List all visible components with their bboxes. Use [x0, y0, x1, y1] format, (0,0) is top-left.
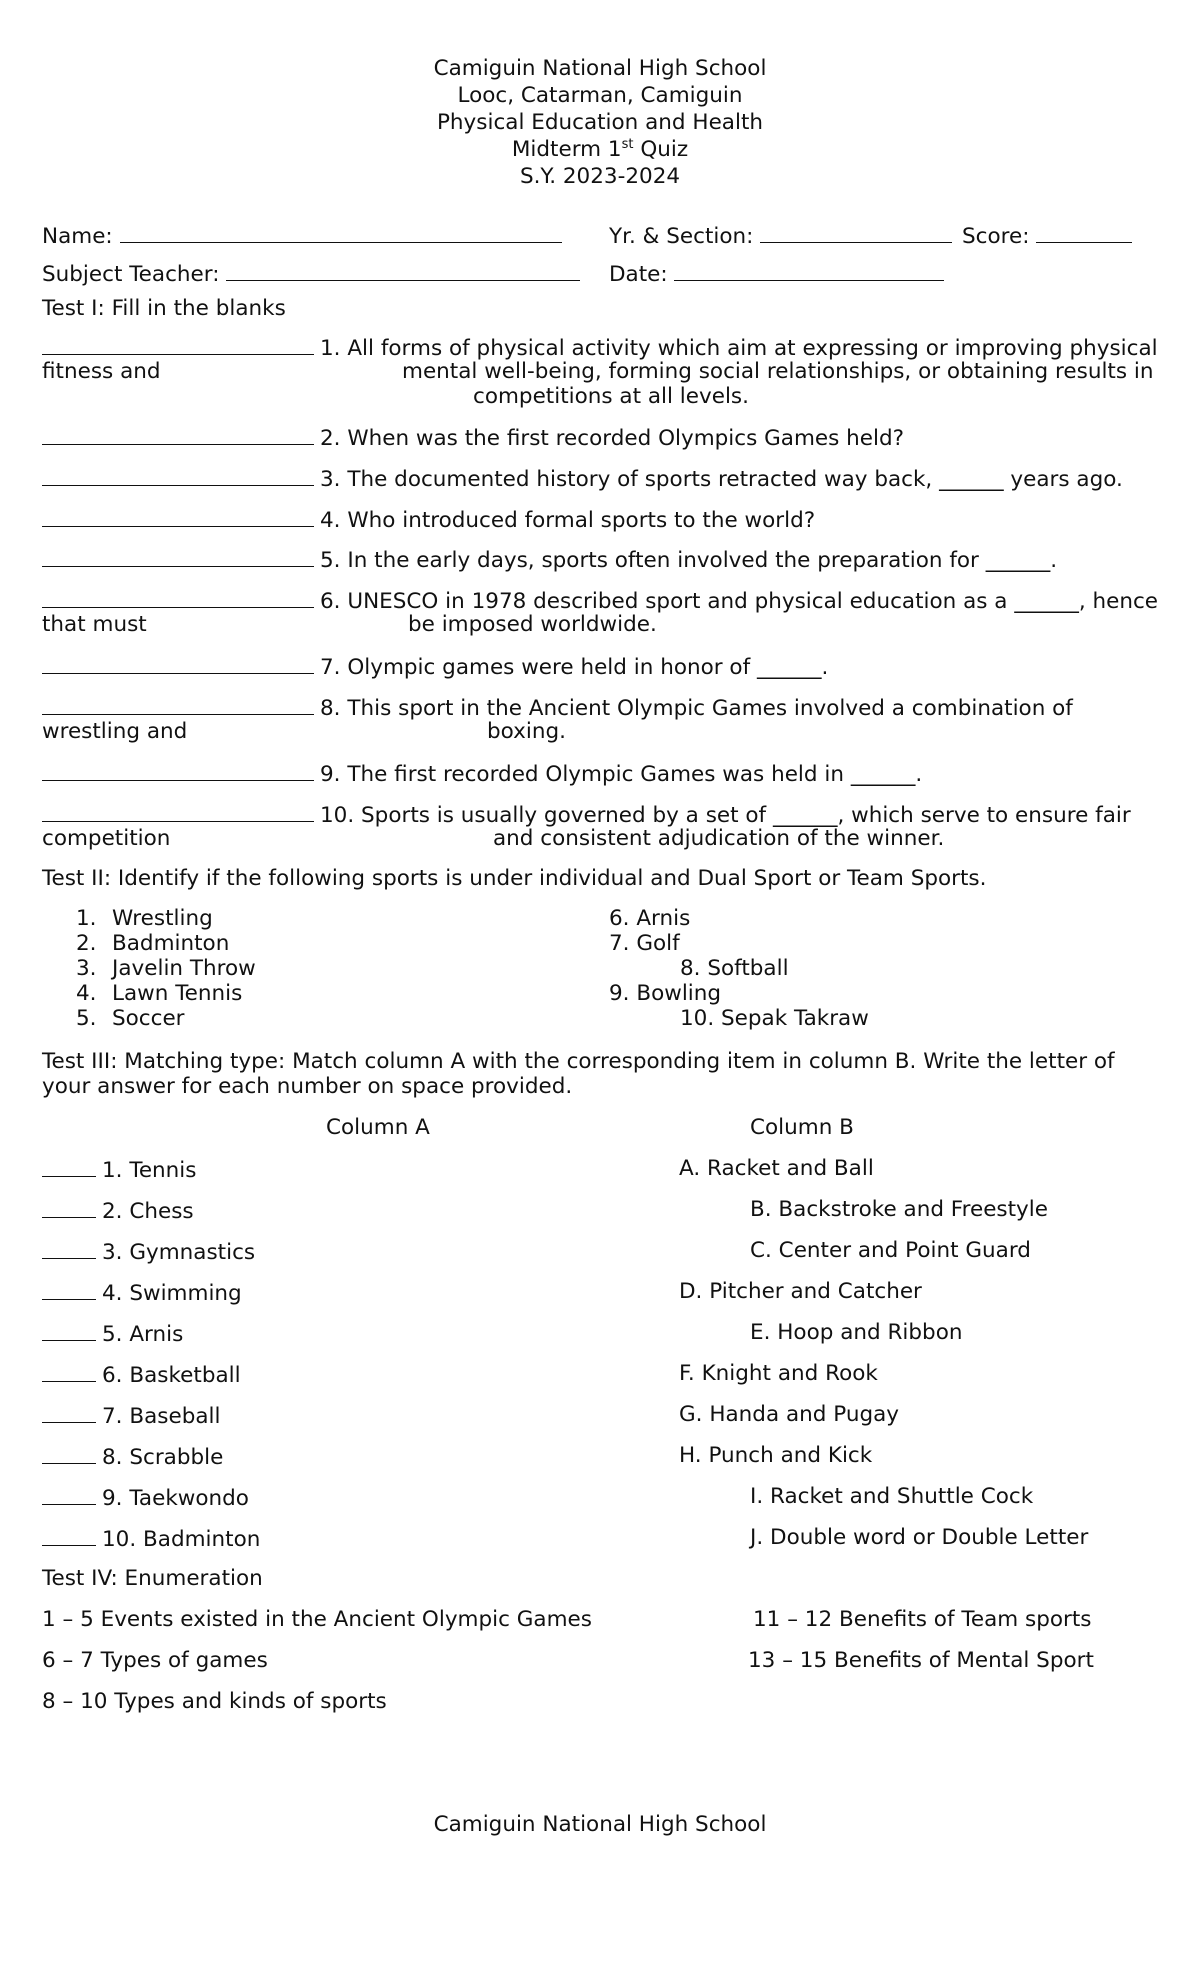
- score-blank[interactable]: [1036, 220, 1132, 243]
- answer-blank[interactable]: [42, 587, 314, 608]
- match-option: I. Racket and Shuttle Cock: [750, 1484, 1034, 1509]
- date-blank[interactable]: [674, 258, 944, 281]
- match-option: A. Racket and Ball: [679, 1156, 874, 1181]
- yr-section-field[interactable]: [609, 220, 952, 250]
- enum-item: 6 – 7 Types of games: [42, 1648, 268, 1673]
- list-number: 4.: [76, 981, 97, 1006]
- test3-title-line1: Test III: Matching type: Match column A with the corresponding item in column B. Write the letter of: [42, 1049, 1115, 1074]
- answer-blank[interactable]: [42, 465, 314, 486]
- match-option: G. Handa and Pugay: [679, 1402, 899, 1427]
- test1-item: [42, 760, 922, 788]
- answer-blank[interactable]: [42, 653, 314, 674]
- name-blank[interactable]: [120, 220, 562, 243]
- test1-item: [42, 334, 1158, 362]
- match-blank[interactable]: [42, 1156, 96, 1177]
- match-item: [42, 1361, 241, 1389]
- date-label: Date:: [609, 262, 668, 287]
- question-cont: mental well-being, forming social relationships, or obtaining results in: [402, 359, 1154, 384]
- question-text: 8. This sport in the Ancient Olympic Games involved a combination of: [320, 696, 1073, 721]
- match-item: [42, 1197, 194, 1225]
- answer-blank[interactable]: [42, 760, 314, 781]
- test1-item: [42, 653, 828, 681]
- match-blank[interactable]: [42, 1320, 96, 1341]
- match-label: 7. Baseball: [102, 1404, 221, 1429]
- name-label: Name:: [42, 224, 113, 249]
- yr-section-blank[interactable]: [760, 220, 952, 243]
- column-b-header: Column B: [750, 1115, 854, 1140]
- test2-title: Test II: Identify if the following sports is under individual and Dual Sport or Team Sports.: [42, 866, 987, 891]
- list-label: Soccer: [112, 1006, 185, 1031]
- name-field[interactable]: [42, 220, 562, 250]
- score-label: Score:: [962, 224, 1030, 249]
- question-cont: and consistent adjudication of the winner.: [493, 826, 945, 851]
- test1-item: [42, 465, 1123, 493]
- match-item: [42, 1320, 183, 1348]
- answer-blank[interactable]: [42, 506, 314, 527]
- answer-blank[interactable]: [42, 334, 314, 355]
- question-cont-left: wrestling and: [42, 719, 188, 744]
- teacher-blank[interactable]: [226, 258, 580, 281]
- question-text: 3. The documented history of sports retracted way back, ______ years ago.: [320, 467, 1123, 492]
- match-blank[interactable]: [42, 1238, 96, 1259]
- list-item: [76, 1006, 185, 1032]
- match-option: H. Punch and Kick: [679, 1443, 873, 1468]
- match-blank[interactable]: [42, 1484, 96, 1505]
- match-label: 5. Arnis: [102, 1322, 184, 1347]
- match-label: 6. Basketball: [102, 1363, 241, 1388]
- question-text: 2. When was the first recorded Olympics Games held?: [320, 426, 905, 451]
- footer-school: Camiguin National High School: [433, 1812, 767, 1837]
- question-cont-left: competition: [42, 826, 171, 851]
- match-label: 2. Chess: [102, 1199, 194, 1224]
- question-text: 4. Who introduced formal sports to the world?: [320, 508, 816, 533]
- match-item: [42, 1402, 220, 1430]
- match-option: J. Double word or Double Letter: [750, 1525, 1089, 1550]
- school-year: S.Y. 2023-2024: [519, 164, 681, 189]
- list-item: 7. Golf: [609, 931, 680, 956]
- list-item: 10. Sepak Takraw: [680, 1006, 869, 1031]
- test1-item: [42, 587, 1158, 615]
- list-item: [76, 981, 242, 1007]
- match-item: [42, 1443, 223, 1471]
- list-number: 5.: [76, 1006, 97, 1031]
- test1-title: Test I: Fill in the blanks: [42, 296, 286, 321]
- question-text: 5. In the early days, sports often involved the preparation for ______.: [320, 548, 1058, 573]
- match-label: 1. Tennis: [102, 1158, 197, 1183]
- date-field[interactable]: [609, 258, 944, 288]
- question-text: 7. Olympic games were held in honor of ______.: [320, 655, 829, 680]
- answer-blank[interactable]: [42, 801, 314, 822]
- test3-title-line2: your answer for each number on space provided.: [42, 1074, 573, 1099]
- question-cont-2: competitions at all levels.: [473, 384, 749, 409]
- list-label: Wrestling: [112, 906, 213, 931]
- subject-title: Physical Education and Health: [436, 110, 764, 135]
- match-label: 9. Taekwondo: [102, 1486, 249, 1511]
- question-cont: be imposed worldwide.: [408, 612, 657, 637]
- list-number: 3.: [76, 956, 97, 981]
- question-cont-left: fitness and: [42, 359, 161, 384]
- quiz-title-suffix: Quiz: [633, 137, 689, 162]
- question-cont-left: that must: [42, 612, 147, 637]
- match-option: E. Hoop and Ribbon: [750, 1320, 963, 1345]
- score-field[interactable]: [962, 220, 1132, 250]
- test1-item: [42, 506, 815, 534]
- school-address: Looc, Catarman, Camiguin: [457, 83, 743, 108]
- match-item: [42, 1238, 255, 1266]
- question-cont: boxing.: [487, 719, 566, 744]
- match-item: [42, 1484, 249, 1512]
- question-text: 9. The first recorded Olympic Games was held in ______.: [320, 762, 923, 787]
- match-option: F. Knight and Rook: [679, 1361, 878, 1386]
- list-item: [76, 906, 213, 932]
- match-blank[interactable]: [42, 1279, 96, 1300]
- question-text: 1. All forms of physical activity which aim at expressing or improving physical: [320, 336, 1158, 361]
- match-label: 10. Badminton: [102, 1527, 261, 1552]
- match-item: [42, 1279, 242, 1307]
- list-item: 9. Bowling: [609, 981, 722, 1006]
- list-number: 1.: [76, 906, 97, 931]
- list-item: [76, 956, 256, 982]
- test1-item: [42, 546, 1057, 574]
- list-item: 8. Softball: [680, 956, 789, 981]
- question-text: 10. Sports is usually governed by a set of ______, which serve to ensure fair: [320, 803, 1131, 828]
- answer-blank[interactable]: [42, 546, 314, 567]
- match-item: [42, 1156, 196, 1184]
- enum-item: 1 – 5 Events existed in the Ancient Olympic Games: [42, 1607, 592, 1632]
- list-label: Badminton: [112, 931, 230, 956]
- answer-blank[interactable]: [42, 424, 314, 445]
- quiz-title: [0, 136, 1200, 163]
- match-blank[interactable]: [42, 1443, 96, 1464]
- enum-item: 8 – 10 Types and kinds of sports: [42, 1689, 387, 1714]
- teacher-field[interactable]: [42, 258, 580, 288]
- school-name: Camiguin National High School: [433, 56, 767, 81]
- column-a-header: Column A: [326, 1115, 430, 1140]
- match-blank[interactable]: [42, 1525, 96, 1546]
- list-number: 2.: [76, 931, 97, 956]
- match-blank[interactable]: [42, 1361, 96, 1382]
- quiz-title-prefix: Midterm 1: [511, 137, 622, 162]
- test1-item: [42, 801, 1131, 829]
- test4-title: Test IV: Enumeration: [42, 1566, 263, 1591]
- yr-section-label: Yr. & Section:: [609, 224, 754, 249]
- answer-blank[interactable]: [42, 694, 314, 715]
- match-label: 3. Gymnastics: [102, 1240, 256, 1265]
- enum-item: 13 – 15 Benefits of Mental Sport: [748, 1648, 1094, 1673]
- match-item: [42, 1525, 260, 1553]
- list-item: 6. Arnis: [609, 906, 691, 931]
- test1-item: [42, 694, 1073, 722]
- enum-item: 11 – 12 Benefits of Team sports: [753, 1607, 1092, 1632]
- question-text: 6. UNESCO in 1978 described sport and physical education as a ______, hence: [320, 589, 1159, 614]
- match-option: D. Pitcher and Catcher: [679, 1279, 922, 1304]
- match-option: C. Center and Point Guard: [750, 1238, 1031, 1263]
- match-blank[interactable]: [42, 1402, 96, 1423]
- test1-item: [42, 424, 904, 452]
- list-label: Javelin Throw: [112, 956, 256, 981]
- list-item: [76, 931, 229, 957]
- match-label: 8. Scrabble: [102, 1445, 224, 1470]
- match-label: 4. Swimming: [102, 1281, 242, 1306]
- list-label: Lawn Tennis: [112, 981, 243, 1006]
- teacher-label: Subject Teacher:: [42, 262, 220, 287]
- quiz-title-sup: st: [621, 136, 634, 152]
- match-blank[interactable]: [42, 1197, 96, 1218]
- match-option: B. Backstroke and Freestyle: [750, 1197, 1048, 1222]
